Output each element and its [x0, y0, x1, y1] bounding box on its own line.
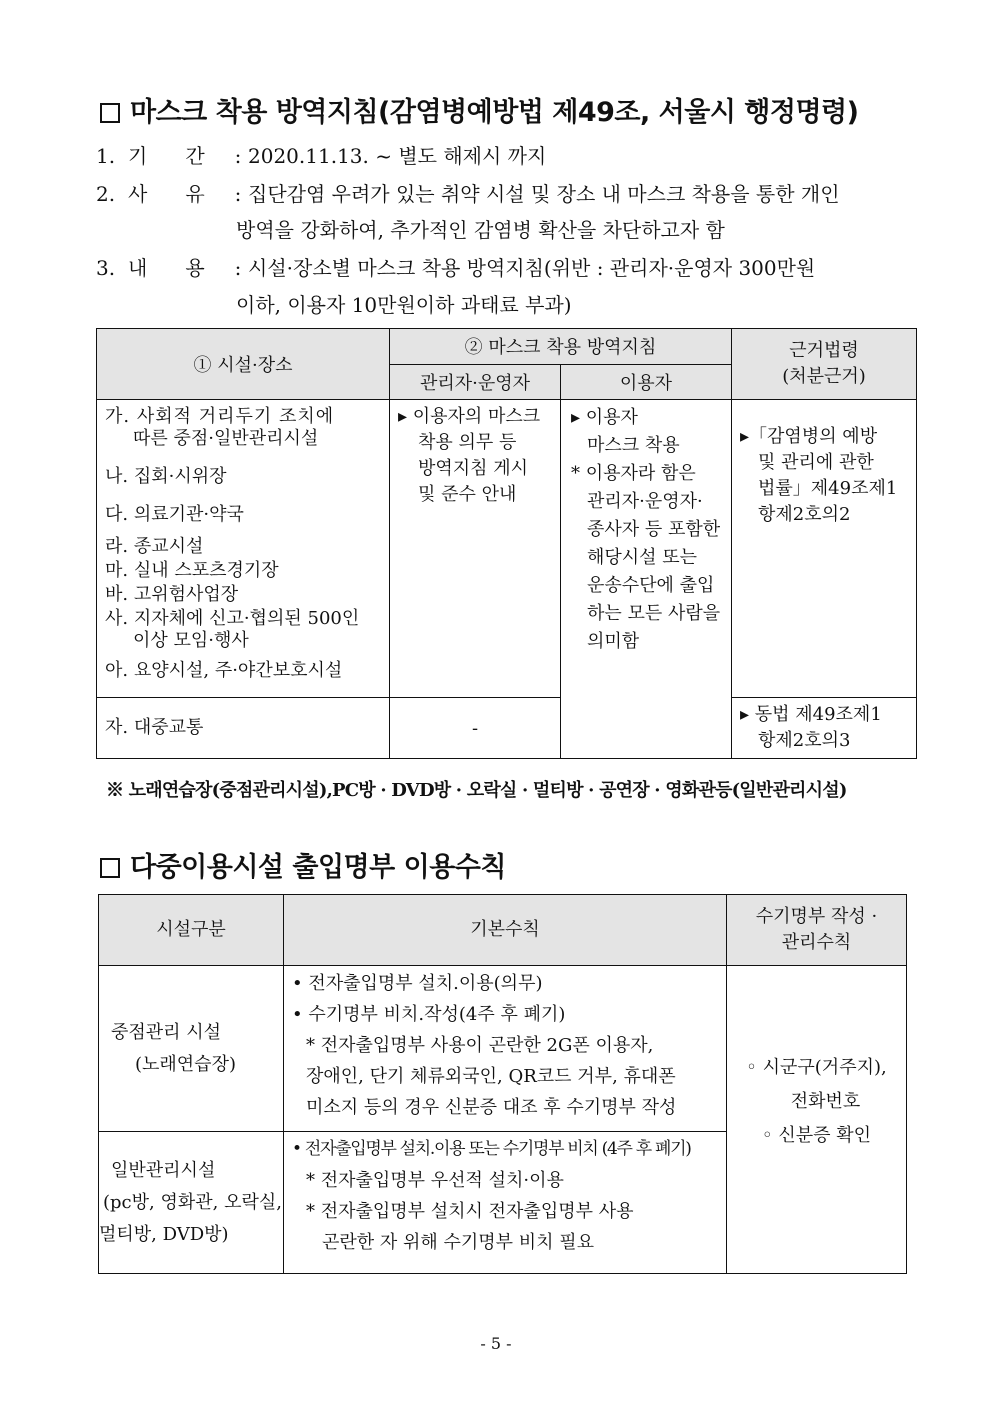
- item-period: 1. 기 간 : 2020.11.13. ~ 별도 해제시 까지: [96, 144, 547, 168]
- header-guideline: ② 마스크 착용 방역지침: [390, 329, 732, 365]
- section2-heading: [100, 845, 506, 884]
- manager-guideline-cell: ▸ 이용자의 마스크 착용 의무 등 방역지침 게시 및 준수 안내: [390, 400, 561, 698]
- facility-item: 나. 집회·시위장: [105, 466, 227, 487]
- rules-general-cell: • 전자출입명부 설치.이용 또는 수기명부 비치 (4주 후 폐기) * 전자출입명부 우선적 설치·이용 * 전자출입명부 설치시 전자출입명부 사용 곤란한 자 위해 수기명부 비치 필요: [284, 1132, 727, 1274]
- header-facility: ① 시설·장소: [97, 329, 390, 400]
- facility-item: 라. 종교시설: [105, 536, 204, 557]
- facility-list-cell: 가. 사회적 거리두기 조치에 따른 중점·일반관리시설 나. 집회·시위장 다. 의료기관·약국 라. 종교시설 마. 실내 스포츠경기장 바. 고위험사업장 사. 지자체에 신고·협의된 500인 이상 모임·행사 아. 요양시설, 주·야간보호시설: [97, 400, 390, 698]
- section2-title: 다중이용시설 출입명부 이용수칙: [130, 852, 506, 883]
- section1-title: 마스크 착용 방역지침(감염병예방법 제49조, 서울시 행정명령): [130, 97, 859, 128]
- page-number: - 5 -: [480, 1334, 512, 1353]
- facility-item: 사. 지자체에 신고·협의된 500인: [105, 608, 360, 629]
- checkbox-square-icon: [100, 858, 120, 878]
- facility-item: 마. 실내 스포츠경기장: [105, 560, 279, 581]
- category-intensive-cell: 중점관리 시설 (노래연습장): [99, 966, 284, 1132]
- transit-law-cell: ▸ 동법 제49조제1 항제2호의3: [732, 698, 917, 759]
- item-reason: 2. 사 유 : 집단감염 우려가 있는 취약 시설 및 장소 내 마스크 착용을 통한 개인: [96, 182, 840, 206]
- header-category: 시설구분: [99, 895, 284, 966]
- period-text: 2020.11.13. ~ 별도 해제시 까지: [248, 144, 547, 168]
- checkbox-square-icon: [100, 103, 120, 123]
- item-content: 3. 내 용 : 시설·장소별 마스크 착용 방역지침(위반 : 관리자·운영자 300만원: [96, 256, 816, 280]
- facility-item: 가. 사회적 거리두기 조치에: [105, 406, 335, 427]
- facility-item: 다. 의료기관·약국: [105, 504, 244, 525]
- reason-text: 집단감염 우려가 있는 취약 시설 및 장소 내 마스크 착용을 통한 개인: [248, 182, 840, 206]
- transit-manager-cell: -: [390, 698, 561, 759]
- header-manager: 관리자·운영자: [390, 364, 561, 400]
- facility-note: ※ 노래연습장(중점관리시설),PC방 · DVD방 · 오락실 · 멀티방 · 공연장 · 영화관등(일반관리시설): [106, 780, 847, 801]
- header-manual: 수기명부 작성 · 관리수칙: [727, 895, 907, 966]
- law-cell: ▸「감염병의 예방 및 관리에 관한 법률」제49조제1 항제2호의2: [732, 400, 917, 698]
- user-guideline-cell: ▸ 이용자 마스크 착용 * 이용자라 함은 관리자·운영자· 종사자 등 포함한 해당시설 또는 운송수단에 출입 하는 모든 사람을 의미함: [561, 400, 732, 759]
- header-user: 이용자: [561, 364, 732, 400]
- header-rules: 기본수칙: [284, 895, 727, 966]
- entry-log-table: [98, 894, 907, 1274]
- category-general-cell: 일반관리시설 (pc방, 영화관, 오락실, 멀티방, DVD방): [99, 1132, 284, 1274]
- transit-facility-cell: 자. 대중교통: [97, 698, 390, 759]
- content-text-cont: 이하, 이용자 10만원이하 과태료 부과): [236, 293, 572, 317]
- manual-rules-cell: ◦ 시군구(거주지), 전화번호 ◦ 신분증 확인: [727, 966, 907, 1274]
- facility-item: 바. 고위험사업장: [105, 584, 239, 605]
- reason-text-cont: 방역을 강화하여, 추가적인 감염병 확산을 차단하고자 함: [236, 218, 725, 242]
- mask-guideline-table: [96, 328, 917, 759]
- section1-heading: [100, 90, 858, 129]
- content-text: 시설·장소별 마스크 착용 방역지침(위반 : 관리자·운영자 300만원: [248, 256, 816, 280]
- facility-item: 아. 요양시설, 주·야간보호시설: [105, 660, 343, 681]
- header-law: 근거법령 (처분근거): [732, 329, 917, 400]
- rules-intensive-cell: • 전자출입명부 설치.이용(의무) • 수기명부 비치.작성(4주 후 폐기) * 전자출입명부 사용이 곤란한 2G폰 이용자, 장애인, 단기 체류외국인, QR코드 거부, 휴대폰 미소지 등의 경우 신분증 대조 후 수기명부 작성: [284, 966, 727, 1132]
